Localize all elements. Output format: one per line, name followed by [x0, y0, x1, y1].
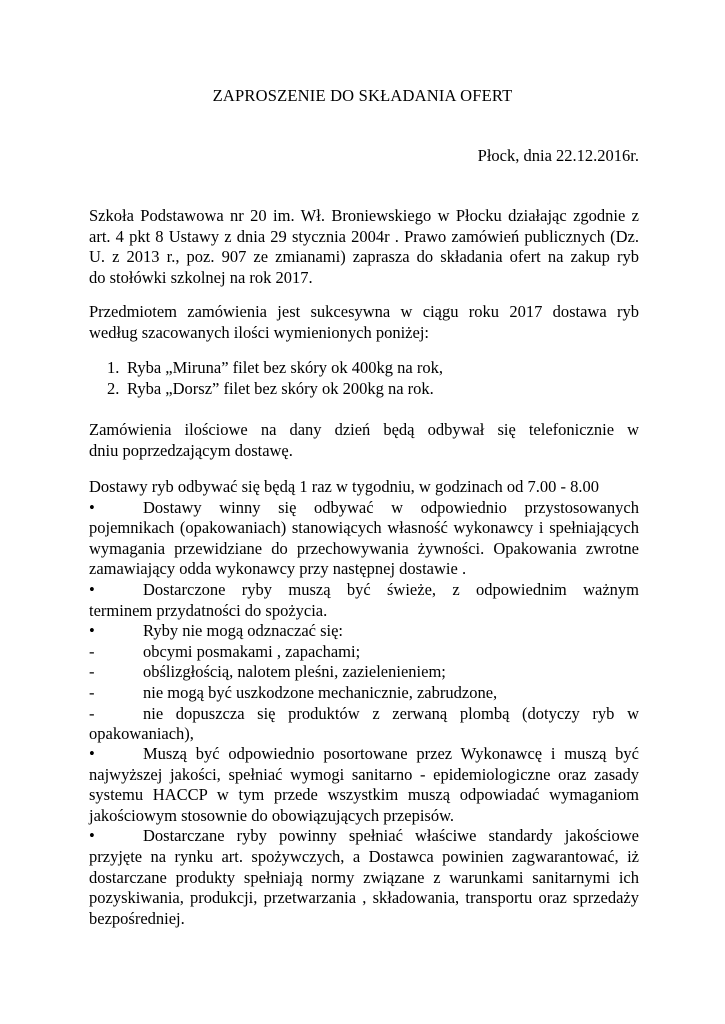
- list-item-text: Ryba „Miruna” filet bez skóry ok 400kg na rok,: [127, 358, 443, 377]
- intro-line: art. 4 pkt 8 Ustawy z dnia 29 stycznia 2004r . Prawo zamówień publicznych (Dz.: [89, 226, 639, 246]
- bullet-item: [89, 826, 639, 929]
- dash-line: obcymi posmakami , zapachami;: [143, 641, 361, 661]
- dash-line: obślizgłością, nalotem pleśni, zazielenieniem;: [143, 662, 446, 682]
- bullet-marker: •: [89, 621, 95, 641]
- intro-paragraph: [89, 206, 639, 288]
- orders-paragraph: [89, 420, 639, 461]
- bullet-item: [89, 498, 639, 580]
- bullet-line: wymagania przewidziane do przechowywania żywności. Opakowania zwrotne: [89, 538, 639, 558]
- bullet-line: systemu HACCP w tym przede wszystkim muszą odpowiadać wymaganiom: [89, 785, 639, 805]
- fish-list: [107, 358, 607, 399]
- bullet-line: Ryby nie mogą odznaczać się:: [143, 621, 344, 641]
- bullet-line: pozyskiwania, produkcji, przetwarzania , składowania, transportu oraz sprzedaży: [89, 888, 639, 908]
- list-item: [107, 358, 607, 379]
- dash-line: nie dopuszcza się produktów z zerwaną plombą (dotyczy ryb w: [143, 703, 639, 723]
- deliveries-section: [89, 477, 639, 745]
- dash-marker: -: [89, 682, 95, 702]
- list-item-number: 1.: [107, 358, 120, 377]
- bullet-line: dostarczane produkty spełniają normy związane z warunkami sanitarnymi ich: [89, 867, 639, 887]
- bullet-line: Dostawy winny się odbywać w odpowiednio przystosowanych: [143, 497, 639, 517]
- list-item-number: 2.: [107, 378, 120, 398]
- bullet-line: Dostarczane ryby powinny spełniać właściwe standardy jakościowe: [143, 826, 639, 846]
- bullet-marker: •: [89, 579, 95, 599]
- bullet-marker: •: [89, 744, 95, 763]
- bullet-item: [89, 580, 639, 621]
- dash-item: [89, 683, 639, 704]
- subject-paragraph: [89, 302, 639, 343]
- dash-marker: -: [89, 703, 95, 723]
- document-title: ZAPROSZENIE DO SKŁADANIA OFERT: [212, 86, 513, 105]
- dash-item: [89, 642, 639, 663]
- quality-section: [89, 744, 639, 929]
- bullet-line: przyjęte na rynku art. spożywczych, a Dostawca powinien zagwarantować, iż: [89, 846, 639, 866]
- dash-marker: -: [89, 641, 95, 661]
- dash-line: opakowaniach),: [89, 724, 194, 744]
- bullet-line: jakościowym stosownie do obowiązujących przepisów.: [89, 805, 455, 825]
- bullet-line: Muszą być odpowiednio posortowane przez Wykonawcę i muszą być: [143, 744, 639, 763]
- bullet-line: najwyższej jakości, spełniać wymogi sanitarno - epidemiologiczne oraz zasady: [89, 764, 639, 784]
- list-item-text: Ryba „Dorsz” filet bez skóry ok 200kg na rok.: [127, 378, 434, 398]
- orders-line: dniu poprzedzającym dostawę.: [89, 440, 293, 460]
- bullet-line: Dostarczone ryby muszą być świeże, z odpowiednim ważnym: [143, 579, 639, 599]
- intro-line: U. z 2013 r., poz. 907 ze zmianami) zaprasza do składania ofert na zakup ryb: [89, 247, 639, 267]
- intro-line: Szkoła Podstawowa nr 20 im. Wł. Broniewskiego w Płocku działając zgodnie z: [89, 206, 639, 225]
- bullet-line: zamawiający odda wykonawcy przy następnej dostawie .: [89, 559, 467, 579]
- date-line: Płock, dnia 22.12.2016r.: [477, 146, 639, 165]
- intro-line: do stołówki szkolnej na rok 2017.: [89, 267, 313, 287]
- bullet-marker: •: [89, 826, 95, 846]
- orders-line: Zamówienia ilościowe na dany dzień będą odbywał się telefonicznie w: [89, 420, 639, 439]
- dash-marker: -: [89, 662, 95, 682]
- bullet-line: terminem przydatności do spożycia.: [89, 600, 328, 620]
- bullet-item: [89, 621, 639, 642]
- deliveries-line: Dostawy ryb odbywać się będą 1 raz w tygodniu, w godzinach od 7.00 - 8.00: [89, 477, 600, 496]
- bullet-item: [89, 744, 639, 826]
- subject-line: Przedmiotem zamówienia jest sukcesywna w ciągu roku 2017 dostawa ryb: [89, 302, 639, 321]
- bullet-line: pojemnikach (opakowaniach) stanowiących własność wykonawcy i spełniających: [89, 518, 639, 538]
- dash-item: [89, 704, 639, 745]
- dash-item: [89, 662, 639, 683]
- bullet-marker: •: [89, 497, 95, 517]
- bullet-line: bezpośredniej.: [89, 908, 185, 928]
- dash-line: nie mogą być uszkodzone mechanicznie, zabrudzone,: [143, 682, 498, 702]
- list-item: [107, 379, 607, 400]
- subject-line: według szacowanych ilości wymienionych poniżej:: [89, 322, 429, 342]
